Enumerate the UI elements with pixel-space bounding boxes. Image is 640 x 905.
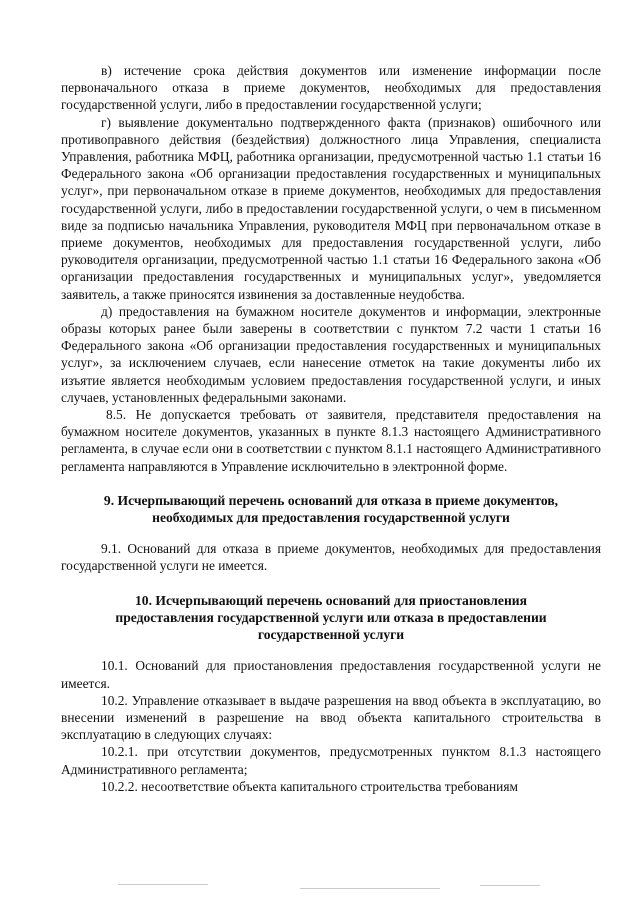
document-body: [61, 62, 601, 795]
paragraph-v: в) истечение срока действия документов или изменение информации после первоначального отказа в приеме документов, необходимых для предоставления государственной услуги, либо в предоставлении государственной услуги;: [61, 63, 601, 113]
paragraph-10-2-1: 10.2.1. при отсутствии документов, предусмотренных пунктом 8.1.3 настоящего Административного регламента;: [61, 744, 601, 777]
section-10-heading-line-1: 10. Исчерпывающий перечень оснований для приостановления: [135, 592, 527, 608]
paragraph-10-2: 10.2. Управление отказывает в выдаче разрешения на ввод объекта в эксплуатацию, во внесении изменений в разрешение на ввод объекта капитального строительства в эксплуатацию в следующих случаях:: [61, 692, 601, 743]
section-10-heading-line-3: государственной услуги: [257, 627, 405, 643]
scan-noise: [118, 884, 208, 885]
paragraph-g: г) выявление документально подтвержденного факта (признаков) ошибочного или противоправного действия (бездействия) должностного лица Управления, специалиста Управления, работника МФЦ, работника организации, предусмотренной частью 1.1 статьи 16 Федерального закона «Об организации предоставления государственных и муниципальных услуг», при первоначальном отказе в приеме документов, необходимых для предоставления государственной услуги, либо в предоставлении государственной услуги, о чем в письменном виде за подписью начальника Управления, руководителя МФЦ при первоначальном отказе в приеме документов, необходимых для предоставления государственной услуги, либо руководителя организации, предусмотренной частью 1.1 статьи 16 Федерального закона «Об организации предоставления государственных и муниципальных услуг», уведомляется заявитель, а также приносятся извинения за доставленные неудобства.: [61, 114, 601, 302]
paragraph-d: д) предоставления на бумажном носителе документов и информации, электронные образы которых ранее были заверены в соответствии с пунктом 7.2 части 1 статьи 16 Федерального закона «Об организации предоставления государственных и муниципальных услуг», за исключением случаев, если нанесение отметок на такие документы либо их изъятие является необходимым условием предоставления государственной услуги, и иных случаев, установленных федеральными законами.: [61, 303, 601, 405]
section-10-heading: [61, 592, 601, 644]
section-9-heading: 9. Исчерпывающий перечень оснований для отказа в приеме документов, необходимых для предоставления государственной услуги: [103, 492, 559, 526]
section-10-heading-line-2: предоставления государственной услуги или отказа в предоставлении: [115, 609, 547, 625]
paragraph-10-1: 10.1. Оснований для приостановления предоставления государственной услуги не имеется.: [61, 658, 601, 691]
paragraph-9-1: 9.1. Оснований для отказа в приеме документов, необходимых для предоставления государственной услуги не имеется.: [61, 541, 601, 574]
scan-noise: [300, 888, 440, 889]
paragraph-10-2-2: 10.2.2. несоответствие объекта капитального строительства требованиям: [101, 778, 518, 794]
paragraph-8-5: 8.5. Не допускается требовать от заявителя, представителя предоставления на бумажном носителе документов, указанных в пункте 8.1.3 настоящего Административного регламента, в случае если они в соответствии с пунктом 8.1.1 настоящего Административного регламента направляются в Управление исключительно в электронной форме.: [61, 407, 601, 474]
scan-noise: [480, 885, 540, 886]
